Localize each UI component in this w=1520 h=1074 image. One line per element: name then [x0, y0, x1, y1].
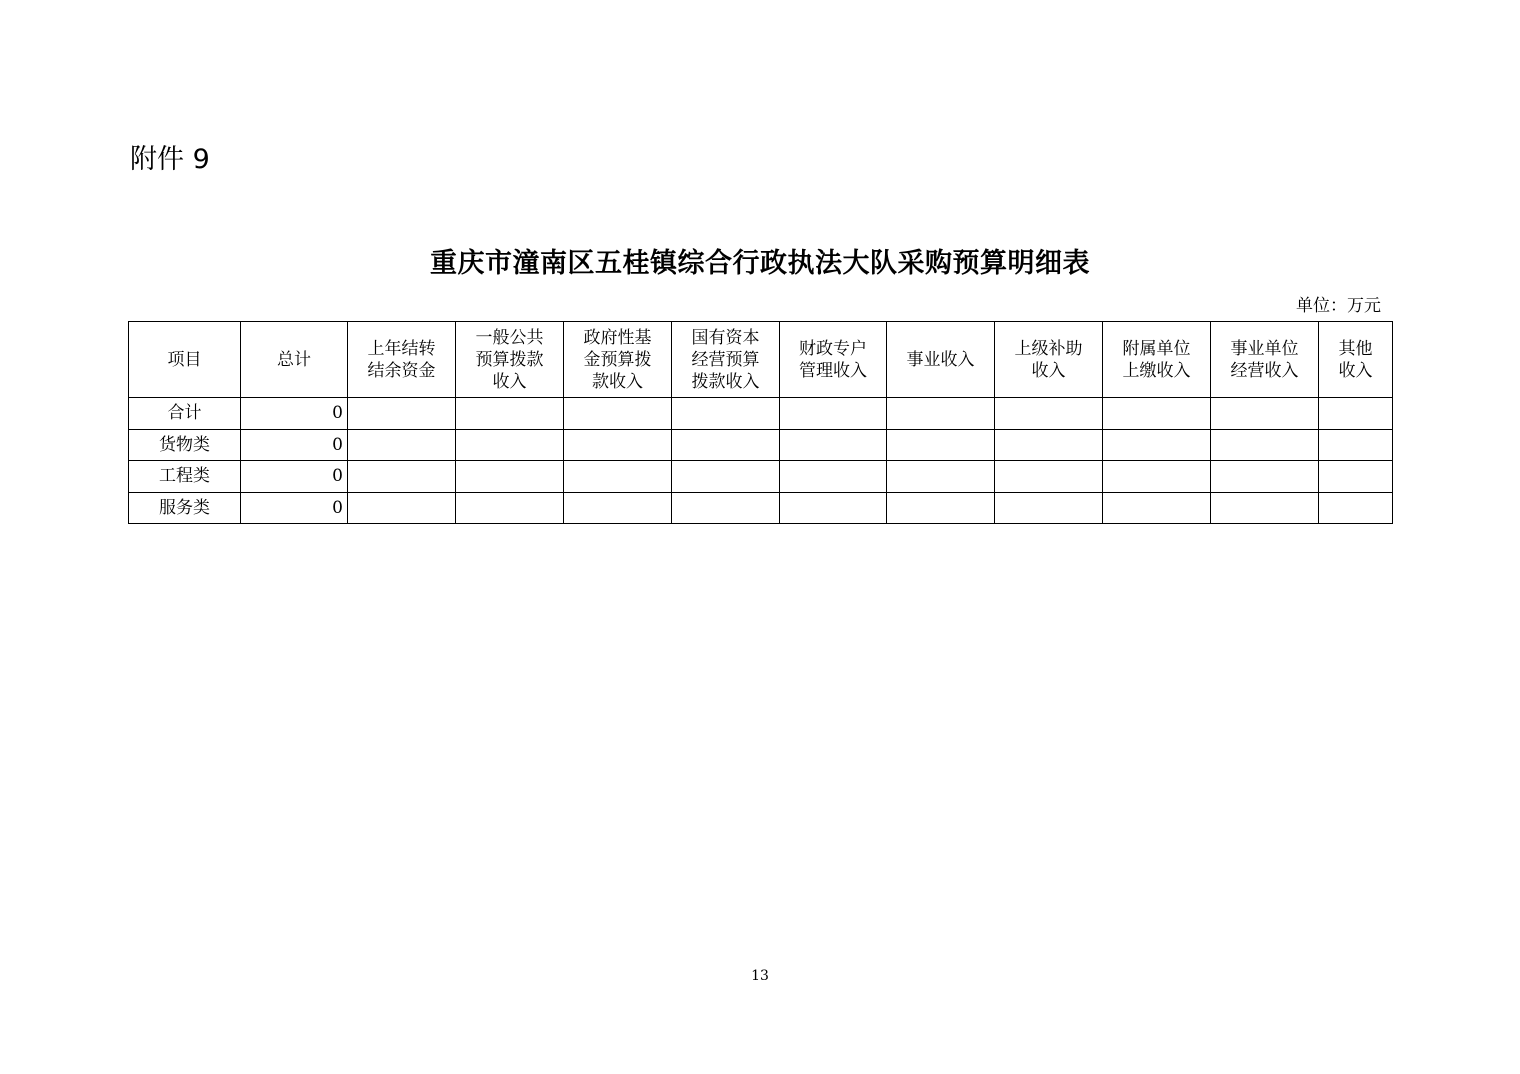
header-prior-year-carryover: 上年结转 结余资金 — [348, 322, 456, 398]
empty-cell — [1103, 492, 1211, 524]
empty-cell — [1211, 398, 1319, 430]
empty-cell — [1103, 461, 1211, 493]
table-header-row — [129, 322, 1393, 398]
empty-cell — [672, 461, 780, 493]
empty-cell — [780, 398, 887, 430]
header-business-income: 事业收入 — [887, 322, 995, 398]
empty-cell — [887, 429, 995, 461]
page-number: 13 — [751, 968, 769, 984]
empty-cell — [995, 429, 1103, 461]
empty-cell — [1319, 398, 1393, 430]
row-total: 0 — [241, 492, 348, 524]
table-row — [129, 429, 1393, 461]
empty-cell — [564, 492, 672, 524]
row-item: 合计 — [129, 398, 241, 430]
document-title: 重庆市潼南区五桂镇综合行政执法大队采购预算明细表 — [430, 248, 1090, 279]
empty-cell — [1319, 429, 1393, 461]
empty-cell — [995, 398, 1103, 430]
row-total: 0 — [241, 429, 348, 461]
empty-cell — [348, 398, 456, 430]
empty-cell — [672, 429, 780, 461]
empty-cell — [348, 429, 456, 461]
header-general-public-budget: 一般公共 预算拨款 收入 — [456, 322, 564, 398]
empty-cell — [780, 429, 887, 461]
empty-cell — [1211, 429, 1319, 461]
row-total: 0 — [241, 461, 348, 493]
empty-cell — [456, 398, 564, 430]
empty-cell — [348, 461, 456, 493]
header-operating-income: 事业单位 经营收入 — [1211, 322, 1319, 398]
attachment-label: 附件 9 — [130, 144, 210, 175]
empty-cell — [564, 398, 672, 430]
empty-cell — [995, 461, 1103, 493]
row-item: 工程类 — [129, 461, 241, 493]
header-government-fund-budget: 政府性基 金预算拨 款收入 — [564, 322, 672, 398]
empty-cell — [887, 492, 995, 524]
table-row — [129, 398, 1393, 430]
header-other-income: 其他 收入 — [1319, 322, 1393, 398]
empty-cell — [456, 461, 564, 493]
empty-cell — [995, 492, 1103, 524]
empty-cell — [564, 429, 672, 461]
table-row — [129, 492, 1393, 524]
row-total: 0 — [241, 398, 348, 430]
empty-cell — [672, 398, 780, 430]
empty-cell — [348, 492, 456, 524]
empty-cell — [1319, 492, 1393, 524]
header-special-account-income: 财政专户 管理收入 — [780, 322, 887, 398]
empty-cell — [780, 461, 887, 493]
empty-cell — [887, 398, 995, 430]
row-item: 货物类 — [129, 429, 241, 461]
empty-cell — [564, 461, 672, 493]
empty-cell — [1319, 461, 1393, 493]
header-total: 总计 — [241, 322, 348, 398]
empty-cell — [456, 492, 564, 524]
empty-cell — [456, 429, 564, 461]
empty-cell — [1211, 461, 1319, 493]
header-item: 项目 — [129, 322, 241, 398]
row-item: 服务类 — [129, 492, 241, 524]
header-affiliated-unit-remittance: 附属单位 上缴收入 — [1103, 322, 1211, 398]
empty-cell — [1211, 492, 1319, 524]
table-row — [129, 461, 1393, 493]
procurement-budget-table — [128, 321, 1393, 524]
header-state-capital-budget: 国有资本 经营预算 拨款收入 — [672, 322, 780, 398]
empty-cell — [1103, 429, 1211, 461]
empty-cell — [887, 461, 995, 493]
empty-cell — [780, 492, 887, 524]
header-superior-subsidy: 上级补助 收入 — [995, 322, 1103, 398]
empty-cell — [672, 492, 780, 524]
empty-cell — [1103, 398, 1211, 430]
unit-label: 单位：万元 — [1296, 296, 1381, 316]
